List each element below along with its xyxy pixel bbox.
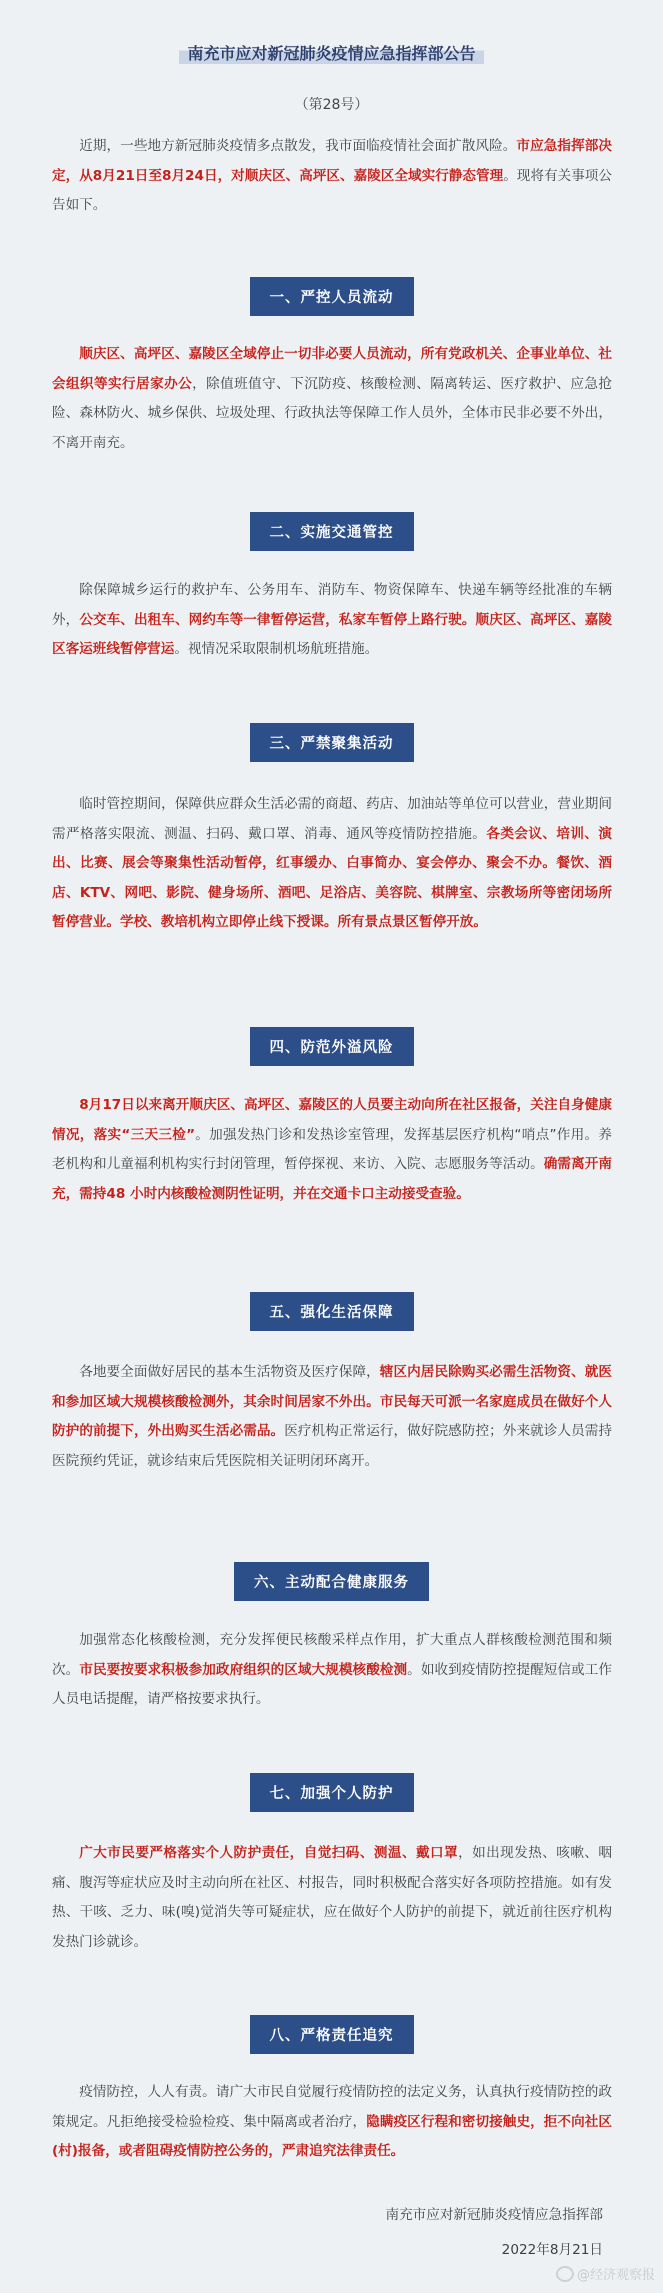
body-text: 除保障城乡运行的救护车、公务用车、消防车、物资保障车、快递车辆等经批准的车辆外，: [52, 582, 612, 628]
body-text: 各地要全面做好居民的基本生活物资及医疗保障，: [79, 1364, 380, 1380]
page-title: 南充市应对新冠肺炎疫情应急指挥部公告: [179, 38, 483, 66]
body-text: 。加强发热门诊和发热诊室管理，发挥基层医疗机构“哨点”作用。养老机构和儿童福利机构实行封闭管理，暂停探视、来访、入院、志愿服务等活动。: [52, 1126, 612, 1172]
body-text: 疫情防控，人人有责。请广大市民自觉履行疫情防控的法定义务，认真执行疫情防控的政策规定。凡拒绝接受检验检疫、集中隔离或者治疗，: [52, 2084, 612, 2130]
body-text: 。视情况采取限制机场航班措施。: [174, 641, 379, 657]
highlighted-text: 市民要按要求积极参加政府组织的区域大规模核酸检测: [79, 1661, 408, 1678]
section-6-paragraph: [52, 1626, 612, 1715]
body-text: 。如收到疫情防控提醒短信或工作人员电话提醒，请严格按要求执行。: [52, 1661, 613, 1707]
section-5-paragraph: [52, 1358, 612, 1476]
section-2-paragraph: [52, 576, 612, 665]
signature-date: 2022年8月21日: [501, 2242, 603, 2258]
section-heading-3: 三、严禁聚集活动: [0, 723, 663, 762]
section-heading-8: 八、严格责任追究: [0, 2015, 663, 2054]
highlighted-text: 确需离开南充，需持48 小时内核酸检测阴性证明，并在交通卡口主动接受查验。: [52, 1156, 612, 1202]
highlighted-text: 市应急指挥部决定，从8月21日至8月24日，对顺庆区、高坪区、嘉陵区全域实行静态管理: [52, 138, 612, 184]
section-heading-7: 七、加强个人防护: [0, 1773, 663, 1812]
intro-paragraph: [52, 132, 612, 221]
highlighted-text: 各类会议、培训、演出、比赛、展会等聚集性活动暂停，红事缓办、白事简办、宴会停办、聚会不办。餐饮、酒店、KTV、网吧、影院、健身场所、酒吧、足浴店、美容院、棋牌室、宗教场所等密闭场所暂停营业。学校、教培机构立即停止线下授课。所有景点景区暂停开放。: [52, 825, 613, 930]
section-8-paragraph: [52, 2078, 612, 2167]
section-heading-6: 六、主动配合健康服务: [0, 1562, 663, 1601]
section-1-paragraph: [52, 340, 612, 458]
signature-org: 南充市应对新冠肺炎疫情应急指挥部: [385, 2207, 603, 2223]
highlighted-text: 广大市民要严格落实个人防护责任，自觉扫码、测温、戴口罩: [79, 1845, 459, 1861]
section-3-paragraph: [52, 790, 612, 938]
body-text: 临时管控期间，保障供应群众生活必需的商超、药店、加油站等单位可以营业，营业期间需严格落实限流、测温、扫码、戴口罩、消毒、通风等疫情防控措施。: [52, 796, 612, 842]
highlighted-text: 公交车、出租车、网约车等一律暂停运营，私家车暂停上路行驶。顺庆区、高坪区、嘉陵区客运班线暂停营运: [52, 611, 613, 657]
highlighted-text: 8月17日以来离开顺庆区、高坪区、嘉陵区的人员要主动向所在社区报备，关注自身健康情况，落实“三天三检”: [52, 1097, 612, 1143]
body-text: 医疗机构正常运行，做好院感防控；外来就诊人员需持医院预约凭证，就诊结束后凭医院相关证明闭环离开。: [52, 1423, 613, 1469]
body-text: 近期，一些地方新冠肺炎疫情多点散发，我市面临疫情社会面扩散风险。: [79, 138, 517, 154]
section-heading-1: 一、严控人员流动: [0, 277, 663, 316]
watermark: [556, 2264, 655, 2283]
section-7-paragraph: [52, 1839, 612, 1957]
body-text: 。现将有关事项公告如下。: [52, 167, 613, 213]
body-text: 加强常态化核酸检测，充分发挥便民核酸采样点作用，扩大重点人群核酸检测范围和频次。: [52, 1632, 612, 1678]
issue-number: （第28号）: [294, 97, 369, 113]
body-text: ，如出现发热、咳嗽、咽痛、腹泻等症状应及时主动向所在社区、村报告，同时积极配合落实好各项防控措施。如有发热、干咳、乏力、味(嗅)觉消失等可疑症状，应在做好个人防护的前提下，就近前往医疗机构发热门诊就诊。: [52, 1845, 613, 1950]
highlighted-text: 辖区内居民除购买必需生活物资、就医和参加区域大规模核酸检测外，其余时间居家不外出。市民每天可派一名家庭成员在做好个人防护的前提下，外出购买生活必需品。: [52, 1364, 613, 1439]
highlighted-text: 顺庆区、高坪区、嘉陵区全域停止一切非必要人员流动，所有党政机关、企事业单位、社会组织等实行居家办公: [52, 346, 612, 392]
section-4-paragraph: [52, 1091, 612, 1209]
body-text: ，除值班值守、下沉防疫、核酸检测、隔离转运、医疗救护、应急抢险、森林防火、城乡保供、垃圾处理、行政执法等保障工作人员外，全体市民非必要不外出，不离开南充。: [52, 375, 613, 451]
section-heading-2: 二、实施交通管控: [0, 512, 663, 551]
highlighted-text: 隐瞒疫区行程和密切接触史，拒不向社区(村)报备，或者阻碍疫情防控公务的，严肃追究法律责任。: [52, 2113, 613, 2159]
watermark-text: @经济观察报: [576, 2268, 655, 2283]
section-heading-5: 五、强化生活保障: [0, 1292, 663, 1331]
section-heading-4: 四、防范外溢风险: [0, 1027, 663, 1066]
weibo-icon: [556, 2266, 574, 2282]
